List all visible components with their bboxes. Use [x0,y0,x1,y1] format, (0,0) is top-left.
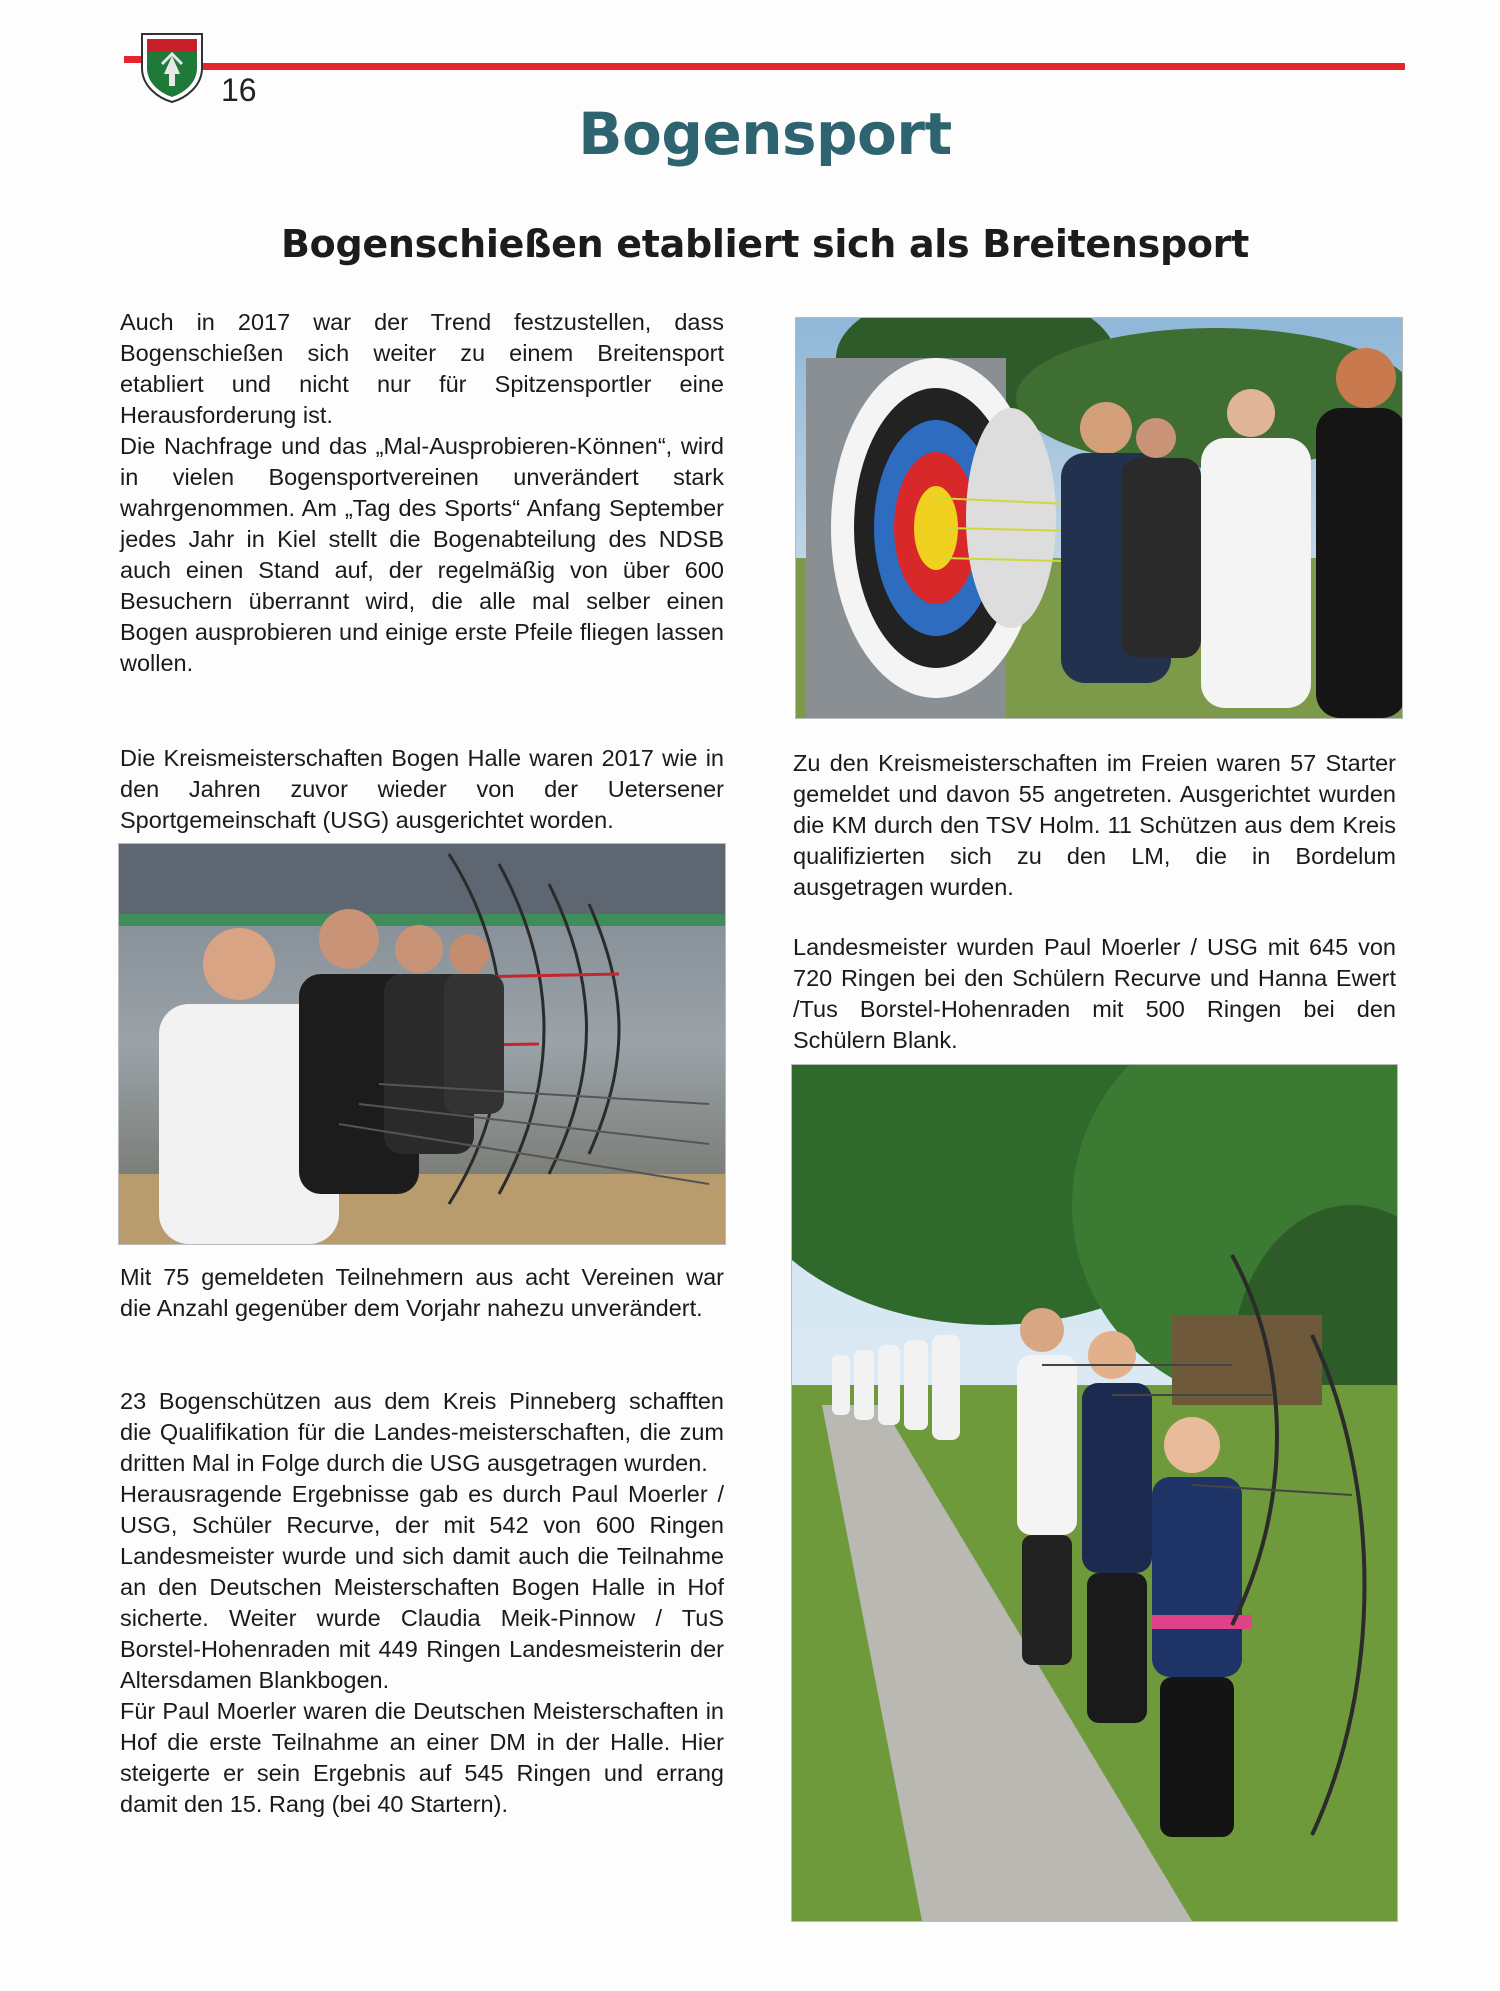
left-column-kreismeister [120,743,724,836]
paragraph: Herausragende Ergebnisse gab es durch Paul Moerler / USG, Schüler Recurve, der mit 542 von 600 Ringen Landesmeister wurde und sich damit auch die Teilnahme an den Deutschen Meisterschaften Bogen Halle in Hof sicherte. Weiter wurde Claudia Meik-Pinnow / TuS Borstel-Hohenraden mit 449 Ringen Landesmeisterin der Altersdamen Blankbogen. [120,1481,724,1693]
left-column-intro [120,307,724,679]
right-column-landesmeister [793,932,1396,1056]
page-number: 16 [221,72,257,108]
paragraph: 23 Bogenschützen aus dem Kreis Pinneberg schafften die Qualifikation für die Landes-meisterschaften, die zum dritten Mal in Folge durch die USG ausgetragen wurden. [120,1388,724,1476]
photo-indoor-archers [118,843,726,1245]
photo-target-scoring [795,317,1403,719]
crest-emblem-icon [138,30,206,104]
paragraph: Mit 75 gemeldeten Teilnehmern aus acht Vereinen war die Anzahl gegenüber dem Vorjahr nahezu unverändert. [120,1264,724,1321]
paragraph: Landesmeister wurden Paul Moerler / USG mit 645 von 720 Ringen bei den Schülern Recurve und Hanna Ewert /Tus Borstel-Hohenraden mit 500 Ringen bei den Schülern Blank. [793,934,1396,1053]
header-rule [160,63,1405,70]
section-title: Bogensport [578,100,952,168]
paragraph: Die Nachfrage und das „Mal-Ausprobieren-Können“, wird in vielen Bogensportvereinen unverändert stark wahrgenommen. Am „Tag des Sports“ Anfang September jedes Jahr in Kiel stellt die Bogenabteilung des NDSB auch einen Stand auf, der regelmäßig von über 600 Besuchern überrannt wird, die alle mal selber einen Bogen ausprobieren und einige erste Pfeile fliegen lassen wollen. [120,433,724,676]
left-column-participants [120,1262,724,1324]
photo-outdoor-archers [791,1064,1398,1922]
article-title: Bogenschießen etabliert sich als Breitensport [280,222,1249,266]
paragraph: Zu den Kreismeisterschaften im Freien waren 57 Starter gemeldet und davon 55 angetreten. Ausgerichtet wurden die KM durch den TSV Holm. 11 Schützen aus dem Kreis qualifizierten sich zu den LM, die in Bordelum ausgetragen wurden. [793,750,1396,900]
right-column-outdoor [793,748,1396,903]
paragraph: Für Paul Moerler waren die Deutschen Meisterschaften in Hof die erste Teilnahme an einer DM in der Halle. Hier steigerte er sein Ergebnis auf 545 Ringen und errang damit den 15. Rang (bei 40 Startern). [120,1698,724,1817]
left-column-landesmeister [120,1386,724,1820]
paragraph: Auch in 2017 war der Trend festzustellen, dass Bogenschießen sich weiter zu einem Breitensport etabliert und nicht nur für Spitzensportler eine Herausforderung ist. [120,309,724,428]
paragraph: Die Kreismeisterschaften Bogen Halle waren 2017 wie in den Jahren zuvor wieder von der Uetersener Sportgemeinschaft (USG) ausgerichtet worden. [120,745,724,833]
